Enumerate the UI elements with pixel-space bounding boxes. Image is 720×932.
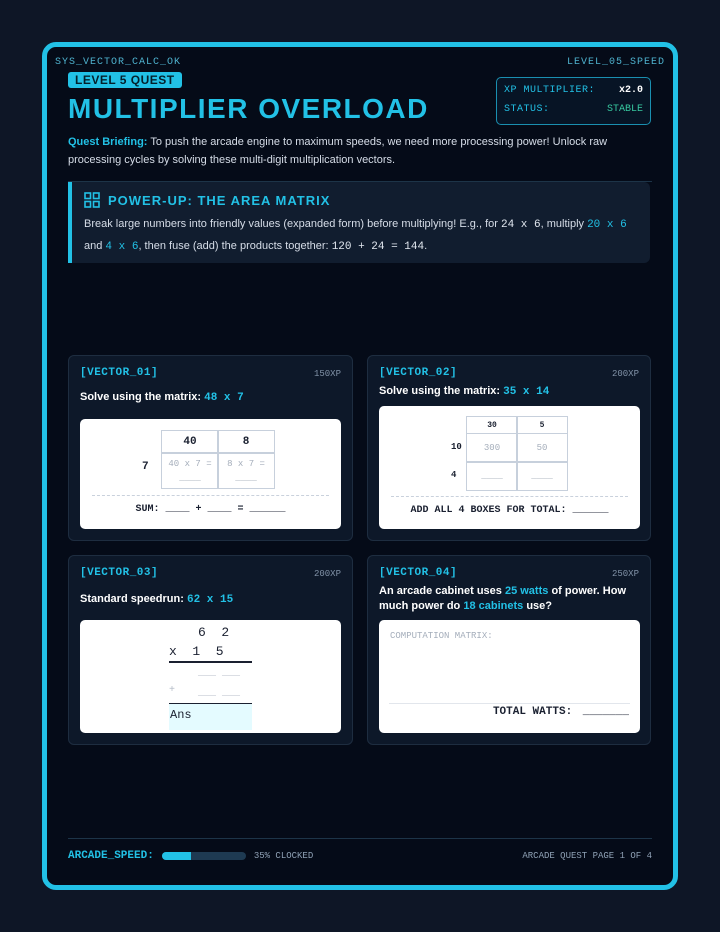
matrix-col-header: 8 — [217, 430, 275, 454]
answer-box[interactable]: Ans — [169, 704, 252, 730]
footer-divider — [68, 838, 652, 839]
computation-workspace[interactable] — [379, 620, 640, 733]
power-up-title: POWER-UP: THE AREA MATRIX — [108, 192, 331, 208]
example-expression: 24 x 6 — [501, 219, 541, 231]
vector-id: [VECTOR_04] — [379, 567, 458, 579]
quest-badge: LEVEL 5 QUEST — [68, 72, 182, 88]
briefing-text: To push the arcade engine to maximum speeds, we need more processing power! Unlock raw processing cycles by solving these multi-digit multiplication vectors. — [68, 136, 608, 166]
matrix-cell[interactable] — [217, 452, 275, 489]
prompt-text: An arcade cabinet uses — [379, 585, 502, 597]
vector-prompt — [379, 384, 549, 400]
vector-card-01 — [68, 355, 353, 541]
matrix-cell[interactable]: 300 — [466, 433, 518, 463]
xp-multiplier-label: XP MULTIPLIER: — [504, 85, 596, 96]
example-part-2: 4 x 6 — [105, 241, 139, 253]
matrix-cell[interactable] — [161, 452, 219, 489]
plus-sign: + — [169, 685, 176, 696]
prompt-text: of power. How much power do — [379, 585, 626, 612]
total-watts-line — [493, 706, 629, 718]
power-text-5: . — [424, 240, 428, 252]
computation-matrix-label: COMPUTATION MATRIX: — [390, 631, 493, 641]
matrix-row-header: 10 — [451, 442, 462, 452]
arcade-frame — [42, 42, 678, 890]
power-up-text — [84, 214, 638, 258]
vector-prompt — [379, 584, 641, 614]
power-up-header — [84, 192, 638, 208]
vector-id: [VECTOR_03] — [80, 567, 159, 579]
vector-xp: 250XP — [611, 569, 639, 579]
prompt-expression: 62 x 15 — [186, 594, 234, 606]
dashed-divider — [92, 495, 329, 496]
example-sum: 120 + 24 = 144 — [331, 241, 425, 253]
xp-panel — [496, 77, 651, 125]
briefing-label: Quest Briefing: — [68, 136, 148, 148]
matrix-cell[interactable]: 50 — [516, 433, 568, 463]
power-text-4: , then fuse (add) the products together: — [138, 240, 329, 252]
matrix-cell[interactable]: ____ — [466, 461, 518, 491]
highlight-watts: 25 watts — [504, 585, 549, 597]
total-watts-label: TOTAL WATTS: — [492, 706, 573, 718]
arcade-speed-label: ARCADE_SPEED: — [68, 850, 154, 862]
page-indicator: ARCADE QUEST PAGE 1 OF 4 — [522, 851, 652, 861]
matrix-row-header: 4 — [451, 470, 457, 480]
sys-code: SYS_VECTOR_CALC_OK — [55, 57, 182, 68]
total-watts-blank[interactable]: _______ — [582, 706, 629, 718]
vector-card-04 — [367, 555, 651, 745]
vector-xp: 150XP — [313, 369, 341, 379]
area-matrix-workspace — [379, 406, 640, 529]
status-row — [504, 103, 643, 122]
vector-card-03 — [68, 555, 353, 745]
power-text-2: , multiply — [540, 218, 585, 230]
dashed-divider — [391, 496, 628, 497]
xp-multiplier-row — [504, 84, 643, 103]
status-label: STATUS: — [504, 104, 550, 115]
highlight-cabinets: 18 cabinets — [463, 600, 524, 612]
vector-id: [VECTOR_01] — [80, 367, 159, 379]
level-code: LEVEL_05_SPEED — [566, 57, 665, 68]
prompt-text: Standard speedrun: — [80, 593, 184, 605]
page-title: MULTIPLIER OVERLOAD — [68, 93, 429, 124]
power-text-3: and — [84, 240, 103, 252]
total-line[interactable]: ADD ALL 4 BOXES FOR TOTAL: ______ — [410, 505, 609, 516]
progress-text: 35% CLOCKED — [253, 851, 314, 861]
grid-icon — [84, 192, 100, 208]
prompt-expression: 35 x 14 — [503, 386, 550, 398]
prompt-text: use? — [526, 600, 553, 612]
power-up-panel — [68, 182, 650, 263]
status-value: STABLE — [606, 104, 643, 115]
matrix-col-header: 5 — [516, 416, 568, 434]
vertical-multiplication-workspace — [80, 620, 341, 733]
matrix-row-header: 7 — [142, 461, 149, 473]
vector-card-02 — [367, 355, 651, 541]
speed-progress-fill — [162, 852, 191, 860]
factor-rule — [169, 661, 252, 663]
vector-prompt — [80, 390, 244, 406]
divider — [389, 703, 630, 704]
speed-progress-bar — [162, 852, 246, 860]
quest-briefing — [68, 133, 628, 169]
cell-prompt: 40 x 7 = — [168, 458, 212, 469]
sum-line[interactable]: SUM: ____ + ____ = ______ — [135, 504, 286, 515]
matrix-col-header: 40 — [161, 430, 219, 454]
vector-prompt — [80, 592, 233, 608]
cell-blank: ____ — [179, 472, 201, 483]
bottom-factor: x 1 5 — [169, 644, 224, 659]
example-part-1: 20 x 6 — [587, 219, 627, 231]
partial-product-2[interactable]: ___ ___ — [198, 688, 241, 699]
area-matrix-workspace — [80, 419, 341, 529]
vector-xp: 200XP — [611, 369, 639, 379]
prompt-expression: 48 x 7 — [204, 392, 244, 404]
xp-multiplier-value: x2.0 — [618, 85, 643, 96]
prompt-text: Solve using the matrix: — [379, 385, 501, 397]
partial-product-1[interactable]: ___ ___ — [198, 668, 241, 679]
prompt-text: Solve using the matrix: — [80, 391, 202, 403]
cell-prompt: 8 x 7 = — [227, 458, 265, 469]
footer — [68, 850, 652, 862]
cell-blank: ____ — [235, 472, 257, 483]
matrix-col-header: 30 — [466, 416, 518, 434]
vector-id: [VECTOR_02] — [379, 367, 458, 379]
power-text-1: Break large numbers into friendly values (expanded form) before multiplying! E.g., for — [84, 218, 498, 230]
vector-xp: 200XP — [313, 569, 341, 579]
top-factor: 6 2 — [198, 625, 230, 640]
matrix-cell[interactable]: ____ — [516, 461, 568, 491]
